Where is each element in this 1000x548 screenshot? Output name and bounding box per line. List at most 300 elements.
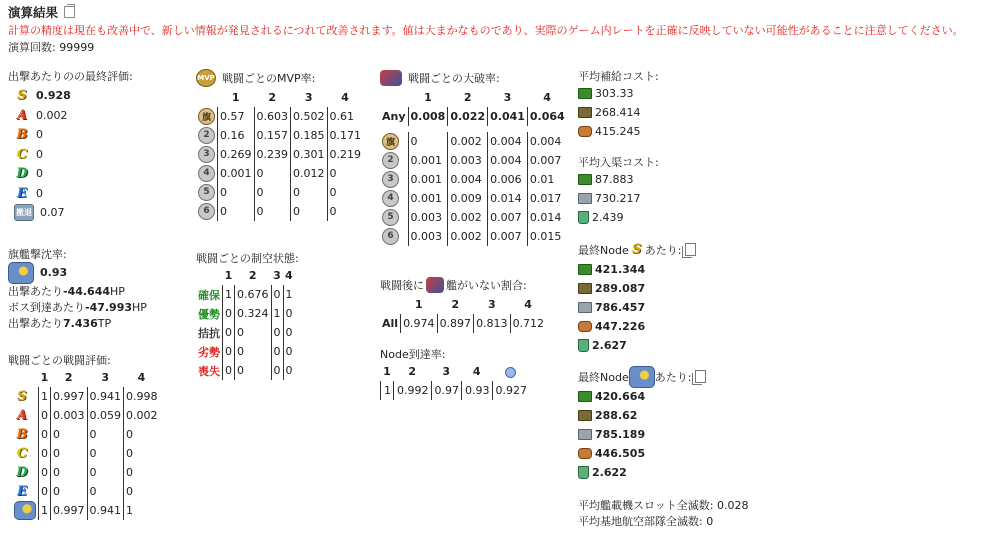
final-eval-value: 0 — [36, 167, 43, 181]
column-header: 1 — [40, 371, 49, 384]
value-cell: 0 — [283, 304, 295, 323]
value-cell: 0 — [39, 482, 51, 501]
results-title: 演算結果 — [8, 5, 59, 20]
value-cell: 0.61 — [327, 107, 363, 126]
resource-value: 420.664 — [595, 389, 646, 403]
resource-row — [578, 444, 706, 463]
value-cell: 0 — [271, 342, 283, 361]
value-cell: 0 — [223, 342, 235, 361]
final-eval-value: 0.002 — [36, 108, 68, 122]
flagship-sink-title: 旗艦撃沈率: — [8, 248, 67, 261]
table-header-row — [12, 368, 160, 387]
value-cell: 0 — [87, 444, 124, 463]
table-row — [12, 425, 160, 444]
rank-e-icon: E — [17, 484, 27, 499]
ship-cell — [196, 145, 218, 164]
table-row — [380, 208, 567, 227]
value-cell: 0.009 — [448, 189, 488, 208]
repair-cost-title: 平均入渠コスト: — [578, 156, 659, 169]
supply-cost-section — [578, 68, 659, 141]
tp-unit: TP — [97, 316, 112, 330]
column-header: 2 — [463, 90, 472, 104]
value-cell: 0.041 — [488, 107, 528, 126]
value-cell: 0 — [124, 463, 160, 482]
value-cell: 0 — [291, 183, 328, 202]
table-header-row — [196, 266, 295, 285]
flagship-sink-section — [8, 246, 147, 331]
rank-cell — [12, 406, 39, 425]
value-cell: 0 — [51, 463, 88, 482]
air-state-label: 喪失 — [198, 364, 220, 378]
heavy-damage-small-icon — [426, 277, 444, 293]
final-eval-row — [14, 125, 133, 145]
table-row — [12, 463, 160, 482]
value-cell: 0 — [51, 425, 88, 444]
value-cell: 0.219 — [327, 145, 363, 164]
per-s-title-post: あたり: — [644, 243, 682, 257]
retreat-badge: 撤退 — [14, 204, 34, 221]
final-eval-row — [14, 203, 133, 223]
rank-cell — [12, 425, 39, 444]
value-cell: 0.93 — [462, 381, 493, 400]
value-cell: 0.003 — [51, 406, 88, 425]
value-cell: 0.001 — [408, 189, 448, 208]
resource-value: 268.414 — [595, 106, 641, 119]
value-cell: 0.003 — [408, 208, 448, 227]
resource-row — [578, 387, 706, 406]
value-cell: 1 — [39, 501, 51, 520]
ship-slot-6-icon: 6 — [382, 228, 399, 245]
table-row — [196, 285, 295, 304]
value-cell: 0 — [327, 202, 363, 221]
air-section — [196, 250, 299, 380]
rank-cell — [12, 501, 39, 520]
footer-stats — [578, 497, 748, 529]
value-cell: 0 — [223, 304, 235, 323]
column-header: 4 — [137, 371, 146, 384]
rank-d-icon: D — [16, 465, 28, 480]
flagship-icon — [14, 501, 36, 520]
value-cell: 0.941 — [87, 387, 124, 406]
value-cell: 0.006 — [488, 170, 528, 189]
fuel-icon — [578, 391, 592, 402]
value-cell: 0.998 — [124, 387, 160, 406]
table-row — [380, 151, 567, 170]
heavy-damage-title: 戦闘ごとの大破率: — [408, 71, 500, 85]
baux-icon — [578, 126, 592, 137]
value-cell: 0.015 — [527, 227, 566, 246]
mvp-table — [196, 88, 363, 221]
no-damaged-table — [380, 295, 546, 333]
no-damaged-title-pre: 戦闘後に — [380, 278, 424, 292]
value-cell: 0 — [87, 463, 124, 482]
flagship-icon — [629, 366, 655, 388]
node-reach-title: Node到達率: — [380, 348, 446, 361]
ship-slot-6-icon: 6 — [198, 203, 215, 220]
value-cell: 0 — [283, 361, 295, 380]
flagship-slot-icon: 旗 — [382, 133, 399, 150]
heavy-damage-title-row — [380, 68, 567, 88]
value-cell: 0 — [218, 183, 255, 202]
fuel-icon — [578, 88, 592, 99]
value-cell: 0.997 — [51, 501, 88, 520]
value-cell: 0 — [218, 202, 255, 221]
final-eval-row — [14, 145, 133, 165]
rank-a-icon: A — [16, 408, 28, 423]
column-header: 2 — [268, 90, 277, 104]
tp-label: 出撃あたり — [8, 316, 63, 330]
baux-icon — [578, 448, 592, 459]
value-cell: 0 — [271, 323, 283, 342]
steel-icon — [578, 429, 592, 440]
hp-boss-value: -47.993 — [85, 300, 133, 314]
air-state-label: 優勢 — [198, 307, 220, 321]
supply-cost-title: 平均補給コスト: — [578, 70, 659, 83]
table-row — [12, 482, 160, 501]
column-header: 1 — [224, 269, 233, 282]
table-row — [12, 387, 160, 406]
ship-slot-2-icon: 2 — [382, 152, 399, 169]
rank-cell — [12, 463, 39, 482]
resource-value: 2.439 — [592, 211, 624, 224]
flagship-slot-icon: 旗 — [198, 108, 215, 125]
value-cell: 0.992 — [394, 381, 432, 400]
resource-row — [578, 103, 659, 122]
value-cell: 0.003 — [448, 151, 488, 170]
hp-per-sortie — [8, 283, 147, 299]
resource-row — [578, 317, 696, 336]
value-cell: 0 — [87, 482, 124, 501]
value-cell: 0.16 — [218, 126, 255, 145]
value-cell: 0.997 — [51, 387, 88, 406]
final-eval-row — [14, 184, 133, 204]
value-cell: 0.897 — [437, 314, 474, 333]
ship-cell — [380, 170, 408, 189]
results-header — [8, 3, 75, 21]
value-cell: 0.941 — [87, 501, 124, 520]
resource-row — [578, 84, 659, 103]
ship-slot-4-icon: 4 — [198, 165, 215, 182]
value-cell: 0 — [408, 132, 448, 151]
value-cell: 0 — [235, 323, 272, 342]
per-flag-title-row — [578, 367, 706, 387]
fuel-icon — [578, 174, 592, 185]
rank-s-icon: S — [17, 88, 27, 104]
ship-cell — [380, 151, 408, 170]
column-header: 3 — [487, 297, 496, 311]
final-eval-title: 出撃あたりのの最終評価: — [8, 70, 133, 83]
value-cell: 0 — [235, 342, 272, 361]
table-row — [196, 304, 295, 323]
column-header: 1 — [231, 90, 240, 104]
value-cell: 0.017 — [527, 189, 566, 208]
value-cell: 0.239 — [254, 145, 291, 164]
resource-value: 785.189 — [595, 427, 646, 441]
value-cell: 0 — [254, 183, 291, 202]
ship-slot-3-icon: 3 — [382, 171, 399, 188]
column-header: 1 — [383, 365, 391, 378]
node-reach-table — [380, 362, 529, 400]
no-damaged-section — [380, 275, 546, 333]
table-row — [380, 314, 546, 333]
rank-a-icon: A — [16, 107, 28, 123]
value-cell: 0.002 — [448, 132, 488, 151]
heavy-damage-table — [380, 88, 567, 246]
boss-icon — [505, 367, 516, 378]
copy-icon[interactable] — [685, 243, 696, 256]
value-cell: 0.014 — [527, 208, 566, 227]
ship-cell — [196, 183, 218, 202]
ship-cell — [380, 208, 408, 227]
value-cell: 1 — [283, 285, 295, 304]
table-row — [12, 444, 160, 463]
lbas-wipe-stat: 平均基地航空部隊全滅数: 0 — [578, 515, 714, 528]
rank-s-icon: S — [17, 389, 27, 404]
air-state-label: 確保 — [198, 288, 220, 302]
mvp-title: 戦闘ごとのMVP率: — [222, 71, 316, 85]
final-eval-value: 0 — [36, 186, 43, 200]
value-cell: 0.004 — [488, 151, 528, 170]
value-cell: 0.927 — [492, 381, 529, 400]
table-row — [380, 189, 567, 208]
baux-icon — [578, 321, 592, 332]
ship-cell — [380, 132, 408, 151]
ammo-icon — [578, 107, 592, 118]
resource-row — [578, 336, 696, 355]
flagship-sink-row — [8, 263, 147, 283]
table-row — [380, 132, 567, 151]
value-cell: 0 — [283, 323, 295, 342]
per-flag-section — [578, 367, 706, 482]
rank-cell — [12, 387, 39, 406]
column-header: 1 — [424, 90, 432, 104]
column-header: 2 — [248, 269, 257, 282]
final-eval-list — [14, 86, 133, 223]
header-blank — [196, 266, 223, 285]
column-header: 3 — [503, 90, 512, 104]
value-cell: 0 — [223, 361, 235, 380]
value-cell: 0 — [271, 285, 283, 304]
accuracy-warning: 計算の精度は現在も改善中で、新しい情報が発見されるにつれて改善されます。値は大まかなものであり、実際のゲーム内レートを正確に反映していない可能性があることに注意してください。 — [8, 24, 964, 37]
resource-value: 415.245 — [595, 125, 641, 138]
table-row — [196, 145, 363, 164]
supply-cost-list — [578, 84, 659, 141]
table-row — [196, 107, 363, 126]
resource-value: 289.087 — [595, 281, 646, 295]
value-cell: 0.004 — [488, 132, 528, 151]
mvp-icon: MVP — [196, 69, 216, 87]
resource-value: 447.226 — [595, 319, 646, 333]
value-cell: 0 — [39, 444, 51, 463]
hp-per-sortie-value: -44.644 — [63, 284, 111, 298]
value-cell: 0 — [235, 361, 272, 380]
value-cell: 0.022 — [448, 107, 488, 126]
battle-eval-section — [8, 352, 160, 520]
value-cell: 0 — [39, 463, 51, 482]
rank-b-icon: B — [16, 127, 28, 143]
final-eval-section — [8, 68, 133, 223]
hp-unit-2: HP — [132, 300, 147, 314]
value-cell: 0.603 — [254, 107, 291, 126]
final-eval-value: 0.07 — [40, 206, 65, 220]
per-s-title-pre: 最終Node — [578, 243, 629, 257]
value-cell: 0.185 — [291, 126, 328, 145]
ship-slot-2-icon: 2 — [198, 127, 215, 144]
value-cell: 0.001 — [408, 170, 448, 189]
final-eval-value: 0 — [36, 128, 43, 142]
node-reach-section — [380, 346, 529, 400]
rank-e-icon: E — [17, 185, 27, 201]
column-header: 3 — [304, 90, 313, 104]
rank-c-icon: C — [16, 446, 28, 461]
air-title: 戦闘ごとの制空状態: — [196, 252, 299, 265]
value-cell: 0.974 — [401, 314, 438, 333]
value-cell: 0.001 — [408, 151, 448, 170]
bucket-icon — [578, 466, 589, 479]
ship-cell — [380, 189, 408, 208]
resource-row — [578, 260, 696, 279]
value-cell: 0.301 — [291, 145, 328, 164]
resource-value: 2.622 — [592, 465, 627, 479]
column-header: 4 — [341, 90, 349, 104]
rank-s-icon: S — [632, 242, 642, 258]
final-eval-row — [14, 86, 133, 106]
mvp-title-row — [196, 68, 363, 88]
table-row — [380, 227, 567, 246]
value-cell: 0.003 — [408, 227, 448, 246]
value-cell: 0.157 — [254, 126, 291, 145]
flagship-icon — [8, 262, 34, 284]
table-row — [12, 406, 160, 425]
no-damaged-title-row — [380, 275, 546, 295]
table-header-row — [380, 295, 546, 314]
hp-per-sortie-label: 出撃あたり — [8, 284, 63, 298]
value-cell: 0.01 — [527, 170, 566, 189]
rank-c-icon: C — [16, 146, 28, 162]
steel-icon — [578, 302, 592, 313]
value-cell: 0.502 — [291, 107, 328, 126]
any-label: Any — [382, 109, 406, 123]
value-cell: 0 — [124, 482, 160, 501]
ship-cell — [380, 227, 408, 246]
final-eval-value: 0 — [36, 147, 43, 161]
header-blank — [380, 88, 408, 107]
resource-value: 87.883 — [595, 173, 634, 186]
any-row — [380, 107, 567, 126]
column-header: 2 — [408, 365, 417, 378]
air-state-label: 拮抗 — [198, 326, 220, 340]
value-cell: 0.002 — [448, 208, 488, 227]
value-cell: 0 — [39, 406, 51, 425]
resource-row — [578, 425, 706, 444]
table-row — [196, 323, 295, 342]
bucket-icon — [578, 339, 589, 352]
air-state-label: 劣勢 — [198, 345, 220, 359]
value-cell: 0 — [254, 164, 291, 183]
resource-value: 786.457 — [595, 300, 646, 314]
resource-value: 2.627 — [592, 338, 627, 352]
value-cell: 0 — [87, 425, 124, 444]
per-s-list — [578, 260, 696, 355]
column-header: 2 — [64, 371, 73, 384]
column-header: 4 — [524, 297, 532, 311]
table-row — [380, 170, 567, 189]
value-cell: 0.007 — [488, 208, 528, 227]
value-cell: 0.007 — [488, 227, 528, 246]
column-header: 2 — [451, 297, 460, 311]
rank-d-icon: D — [16, 166, 28, 182]
table-row — [196, 164, 363, 183]
table-row — [196, 342, 295, 361]
resource-row — [578, 463, 706, 482]
value-cell: 1 — [39, 387, 51, 406]
value-cell: 0.002 — [448, 227, 488, 246]
battle-eval-title: 戦闘ごとの戦闘評価: — [8, 354, 111, 367]
resource-row — [578, 298, 696, 317]
ship-cell — [196, 107, 218, 126]
value-cell: 0.676 — [235, 285, 272, 304]
table-row — [196, 361, 295, 380]
value-cell: 0.064 — [527, 107, 566, 126]
value-cell: 0.324 — [235, 304, 272, 323]
table-row — [12, 501, 160, 520]
ship-slot-5-icon: 5 — [382, 209, 399, 226]
value-cell: 0.171 — [327, 126, 363, 145]
rank-cell — [12, 482, 39, 501]
tp-per-sortie — [8, 315, 147, 331]
ship-slot-4-icon: 4 — [382, 190, 399, 207]
mvp-section — [196, 68, 363, 221]
slot-wipe-stat: 平均艦載機スロット全滅数: 0.028 — [578, 499, 749, 512]
header-blank — [12, 368, 39, 387]
column-header: 3 — [442, 365, 451, 378]
value-cell: 0 — [51, 482, 88, 501]
final-eval-row — [14, 106, 133, 126]
resource-value: 446.505 — [595, 446, 646, 460]
table-row — [196, 126, 363, 145]
resource-row — [578, 122, 659, 141]
value-cell: 1 — [271, 304, 283, 323]
ship-cell — [196, 126, 218, 145]
value-cell: 0.002 — [124, 406, 160, 425]
copy-icon[interactable] — [64, 6, 75, 18]
value-cell: 0.012 — [291, 164, 328, 183]
value-cell: 0.97 — [431, 381, 462, 400]
value-cell: 0.004 — [448, 170, 488, 189]
per-flag-title-pre: 最終Node — [578, 370, 629, 384]
resource-value: 288.62 — [595, 408, 638, 422]
value-cell: 0 — [51, 444, 88, 463]
value-cell: 0.57 — [218, 107, 255, 126]
resource-row — [578, 189, 659, 208]
rank-b-icon: B — [16, 427, 28, 442]
table-header-row — [381, 362, 530, 381]
repair-cost-list — [578, 170, 659, 227]
column-header: 4 — [285, 269, 293, 282]
ship-cell — [196, 164, 218, 183]
value-cell: 0 — [291, 202, 328, 221]
column-header: 4 — [472, 365, 481, 378]
value-cell: 0 — [283, 342, 295, 361]
value-cell: 1 — [381, 381, 394, 400]
value-cell: 0 — [124, 444, 160, 463]
column-header: 4 — [543, 90, 551, 104]
value-cell: 0.269 — [218, 145, 255, 164]
steel-icon — [578, 193, 592, 204]
value-cell: 0 — [254, 202, 291, 221]
tp-value: 7.436 — [63, 316, 98, 330]
copy-icon[interactable] — [695, 370, 706, 383]
